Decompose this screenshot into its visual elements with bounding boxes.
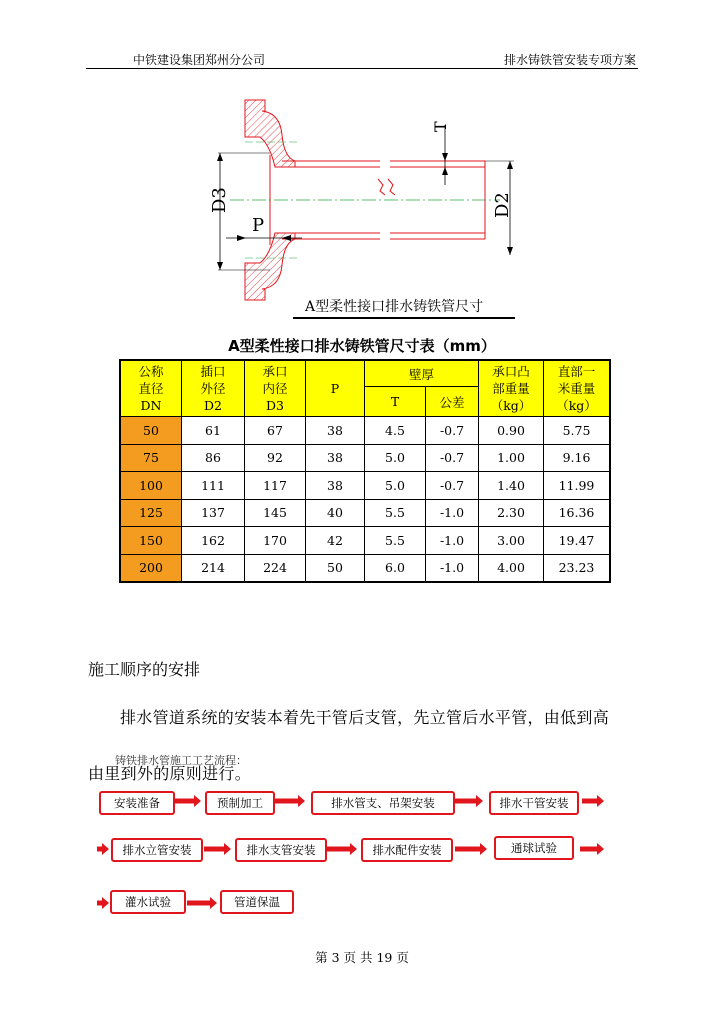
flow-caption: 铸铁排水管施工工艺流程：: [115, 754, 247, 767]
table-cell: 92: [245, 444, 306, 472]
flow-arrow-icon: [187, 897, 217, 909]
table-cell: 50: [120, 417, 182, 445]
table-cell: 125: [120, 499, 182, 527]
flow-step: 排水立管安装: [111, 838, 203, 862]
table-cell: 137: [182, 499, 245, 527]
header-dn: 公称 直径 DN: [120, 360, 182, 417]
header-t: T: [365, 387, 426, 417]
table-cell: 162: [182, 527, 245, 555]
table-cell: 4.5: [365, 417, 426, 445]
table-cell: 150: [120, 527, 182, 555]
table-cell: -1.0: [426, 527, 479, 555]
header-company: 中铁建设集团郑州分公司: [133, 53, 266, 67]
d3-label: D3: [209, 187, 230, 213]
table-cell: 19.47: [544, 527, 611, 555]
table-cell: 145: [245, 499, 306, 527]
flow-arrow-icon: [275, 795, 305, 807]
header-wall: 壁厚: [365, 360, 479, 387]
drawing-caption-underline: [293, 317, 515, 319]
section-title: 施工顺序的安排: [88, 660, 201, 679]
header-d2: 插口 外径 D2: [182, 360, 245, 417]
table-cell: 5.0: [365, 472, 426, 500]
paragraph-line-2: 由里到外的原则进行。: [88, 764, 252, 783]
table-cell: 0.90: [479, 417, 544, 445]
table-cell: 50: [306, 554, 365, 582]
table-cell: 3.00: [479, 527, 544, 555]
table-cell: 5.5: [365, 527, 426, 555]
table-cell: 23.23: [544, 554, 611, 582]
header-document-title: 排水铸铁管安装专项方案: [503, 53, 636, 67]
t-label: T: [431, 121, 450, 132]
table-cell: -0.7: [426, 472, 479, 500]
paragraph-line-1: 排水管道系统的安装本着先干管后支管，先立管后水平管，由低到高: [120, 708, 610, 727]
table-cell: 38: [306, 417, 365, 445]
flow-step: 通球试验: [494, 836, 574, 860]
header-socket-weight: 承口凸 部重量 （kg）: [479, 360, 544, 417]
table-cell: 5.75: [544, 417, 611, 445]
table-cell: 9.16: [544, 444, 611, 472]
table-cell: 6.0: [365, 554, 426, 582]
p-label: P: [252, 215, 265, 236]
d2-label: D2: [492, 192, 513, 218]
flow-arrow-icon: [173, 795, 201, 807]
table-row: [120, 499, 610, 527]
flow-arrow-icon: [97, 843, 109, 855]
flow-step: 灌水试验: [110, 890, 186, 914]
table-row: [120, 417, 610, 445]
table-cell: -0.7: [426, 444, 479, 472]
table-cell: 224: [245, 554, 306, 582]
table-row: [120, 444, 610, 472]
table-cell: 117: [245, 472, 306, 500]
table-cell: 42: [306, 527, 365, 555]
dimension-table: [119, 359, 611, 583]
table-title: A型柔性接口排水铸铁管尺寸表（mm）: [228, 337, 496, 355]
table-cell: 38: [306, 472, 365, 500]
table-cell: 16.36: [544, 499, 611, 527]
flow-arrow-icon: [455, 795, 483, 807]
table-cell: 200: [120, 554, 182, 582]
flow-step: 管道保温: [220, 890, 294, 914]
flow-step: 排水干管安装: [489, 791, 579, 815]
table-cell: 67: [245, 417, 306, 445]
header-tolerance: 公差: [426, 387, 479, 417]
header-p: P: [306, 360, 365, 417]
table-cell: 38: [306, 444, 365, 472]
flow-arrow-icon: [580, 843, 604, 855]
table-cell: -0.7: [426, 417, 479, 445]
table-header-row: [120, 360, 610, 387]
table-cell: 111: [182, 472, 245, 500]
table-cell: 1.40: [479, 472, 544, 500]
header-d3: 承口 内径 D3: [245, 360, 306, 417]
table-cell: 75: [120, 444, 182, 472]
table-row: [120, 472, 610, 500]
table-cell: 170: [245, 527, 306, 555]
flow-arrow-icon: [204, 843, 231, 855]
table-cell: 214: [182, 554, 245, 582]
table-cell: 61: [182, 417, 245, 445]
flow-arrow-icon: [455, 843, 487, 855]
table-cell: 100: [120, 472, 182, 500]
table-cell: -1.0: [426, 554, 479, 582]
table-row: [120, 554, 610, 582]
table-cell: 11.99: [544, 472, 611, 500]
flow-arrow-icon: [327, 843, 357, 855]
flow-step: 预制加工: [205, 791, 275, 815]
drawing-caption: A型柔性接口排水铸铁管尺寸: [305, 299, 484, 315]
flow-arrow-icon: [97, 897, 109, 909]
flow-step: 排水配件安装: [361, 838, 453, 862]
flow-arrow-icon: [582, 795, 604, 807]
table-cell: -1.0: [426, 499, 479, 527]
table-cell: 5.0: [365, 444, 426, 472]
table-cell: 1.00: [479, 444, 544, 472]
table-cell: 5.5: [365, 499, 426, 527]
table-row: [120, 527, 610, 555]
table-cell: 86: [182, 444, 245, 472]
flow-step: 排水管支、吊架安装: [311, 791, 455, 815]
table-cell: 4.00: [479, 554, 544, 582]
pipe-dimension-drawing: [190, 95, 520, 305]
flow-step: 安装准备: [99, 791, 175, 815]
table-cell: 2.30: [479, 499, 544, 527]
table-cell: 40: [306, 499, 365, 527]
header-divider: [86, 68, 638, 69]
flow-step: 排水支管安装: [235, 838, 327, 862]
page-number: 第 3 页 共 19 页: [315, 950, 409, 965]
header-straight-weight: 直部一 米重量 （kg）: [544, 360, 611, 417]
